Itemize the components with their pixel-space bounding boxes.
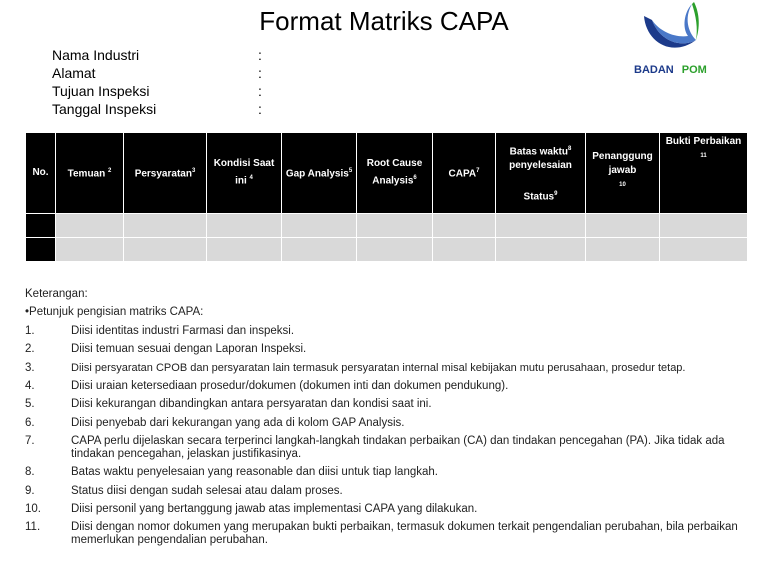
info-row [52,46,268,64]
capa-matrix-table [25,132,748,262]
info-label: Tanggal Inspeksi [52,101,157,117]
table-cell[interactable] [56,214,124,238]
table-cell[interactable] [26,214,56,238]
table-cell[interactable] [586,238,660,262]
list-item: 11. Diisi dengan nomor dokumen yang merupakan bukti perbaikan, termasuk dokumen terkait pengendalian perubahan, bila perbaikan memerlukan pengendalian perubahan. [25,521,738,547]
info-row [52,82,268,100]
table-cell[interactable] [660,238,748,262]
table-cell[interactable] [124,214,207,238]
table-cell[interactable] [357,238,433,262]
table-row [26,238,748,262]
list-item: 7. CAPA perlu dijelaskan secara terperinci langkah-langkah tindakan perbaikan (CA) dan tindakan pencegahan (PA). Jika tidak ada tindakan pencegahan, jelaskan justifikasinya. [25,435,725,461]
list-item: 2. Diisi temuan sesuai dengan Laporan Inspeksi. [25,343,307,356]
table-cell[interactable] [433,214,496,238]
info-label: Nama Industri [52,47,140,63]
info-colon: : [258,65,262,81]
list-item: 8. Batas waktu penyelesaian yang reasonable dan diisi untuk tiap langkah. [25,466,438,479]
table-cell[interactable] [282,214,357,238]
inspection-info [52,46,268,118]
info-colon: : [258,101,262,117]
header-capa: CAPA$^7$ [433,133,496,214]
info-row [52,100,268,118]
header-penanggung-jawab: Penanggung jawab $^{10}$ [586,133,660,214]
badan-pom-wordmark [634,64,707,76]
table-cell[interactable] [433,238,496,262]
list-item: 1. Diisi identitas industri Farmasi dan inspeksi. [25,324,295,337]
list-item: 10. Diisi personil yang bertanggung jawab atas implementasi CAPA yang dilakukan. [25,503,478,516]
header-root-cause-analysis: Root Cause Analysis$^6$ [357,133,433,214]
info-colon: : [258,47,262,63]
header-temuan: Temuan $^2$ [56,133,124,214]
table-cell[interactable] [26,238,56,262]
table-cell[interactable] [282,238,357,262]
info-colon: : [258,83,262,99]
header-bukti-perbaikan: Bukti Perbaikan $^{11}$ [660,133,748,214]
notes-heading: Keterangan: [25,288,88,300]
brand-left: BADAN [634,64,674,76]
table-cell[interactable] [496,238,586,262]
page-title: Format Matriks CAPA [259,6,509,36]
badan-pom-swoosh-icon [638,2,708,60]
header-no: No. [26,133,56,214]
table-cell[interactable] [124,238,207,262]
list-item: 9. Status diisi dengan sudah selesai atau dalam proses. [25,484,343,497]
header-batas-waktu-status: Batas waktu$^8$ penyelesaian Status$^9$ [496,133,586,214]
badan-pom-logo [632,2,724,80]
table-cell[interactable] [207,238,282,262]
info-label: Alamat [52,65,96,81]
notes-subheading: •Petunjuk pengisian matriks CAPA: [25,306,204,319]
info-label: Tujuan Inspeksi [52,83,150,99]
header-gap-analysis: Gap Analysis$^5$ [282,133,357,214]
header-persyaratan: Persyaratan$^3$ [124,133,207,214]
info-row [52,64,268,82]
table-cell[interactable] [56,238,124,262]
table-header-row [26,133,748,214]
notes-section [25,285,755,549]
list-item: 5. Diisi kekurangan dibandingkan antara persyaratan dan kondisi saat ini. [25,398,432,411]
list-item: 3. Diisi persyaratan CPOB dan persyaratan lain termasuk persyaratan internal misal kebijakan mutu perusahaan, prosedur tetap. [25,361,686,374]
table-row [26,214,748,238]
table-cell[interactable] [207,214,282,238]
table-cell[interactable] [660,214,748,238]
table-cell[interactable] [586,214,660,238]
table-cell[interactable] [357,214,433,238]
header-kondisi-saat-ini: Kondisi Saat ini $^4$ [207,133,282,214]
brand-right: POM [681,64,707,76]
table-cell[interactable] [496,214,586,238]
list-item: 6. Diisi penyebab dari kekurangan yang ada di kolom GAP Analysis. [25,416,405,429]
list-item: 4. Diisi uraian ketersediaan prosedur/dokumen (dokumen inti dan dokumen pendukung). [25,380,509,393]
